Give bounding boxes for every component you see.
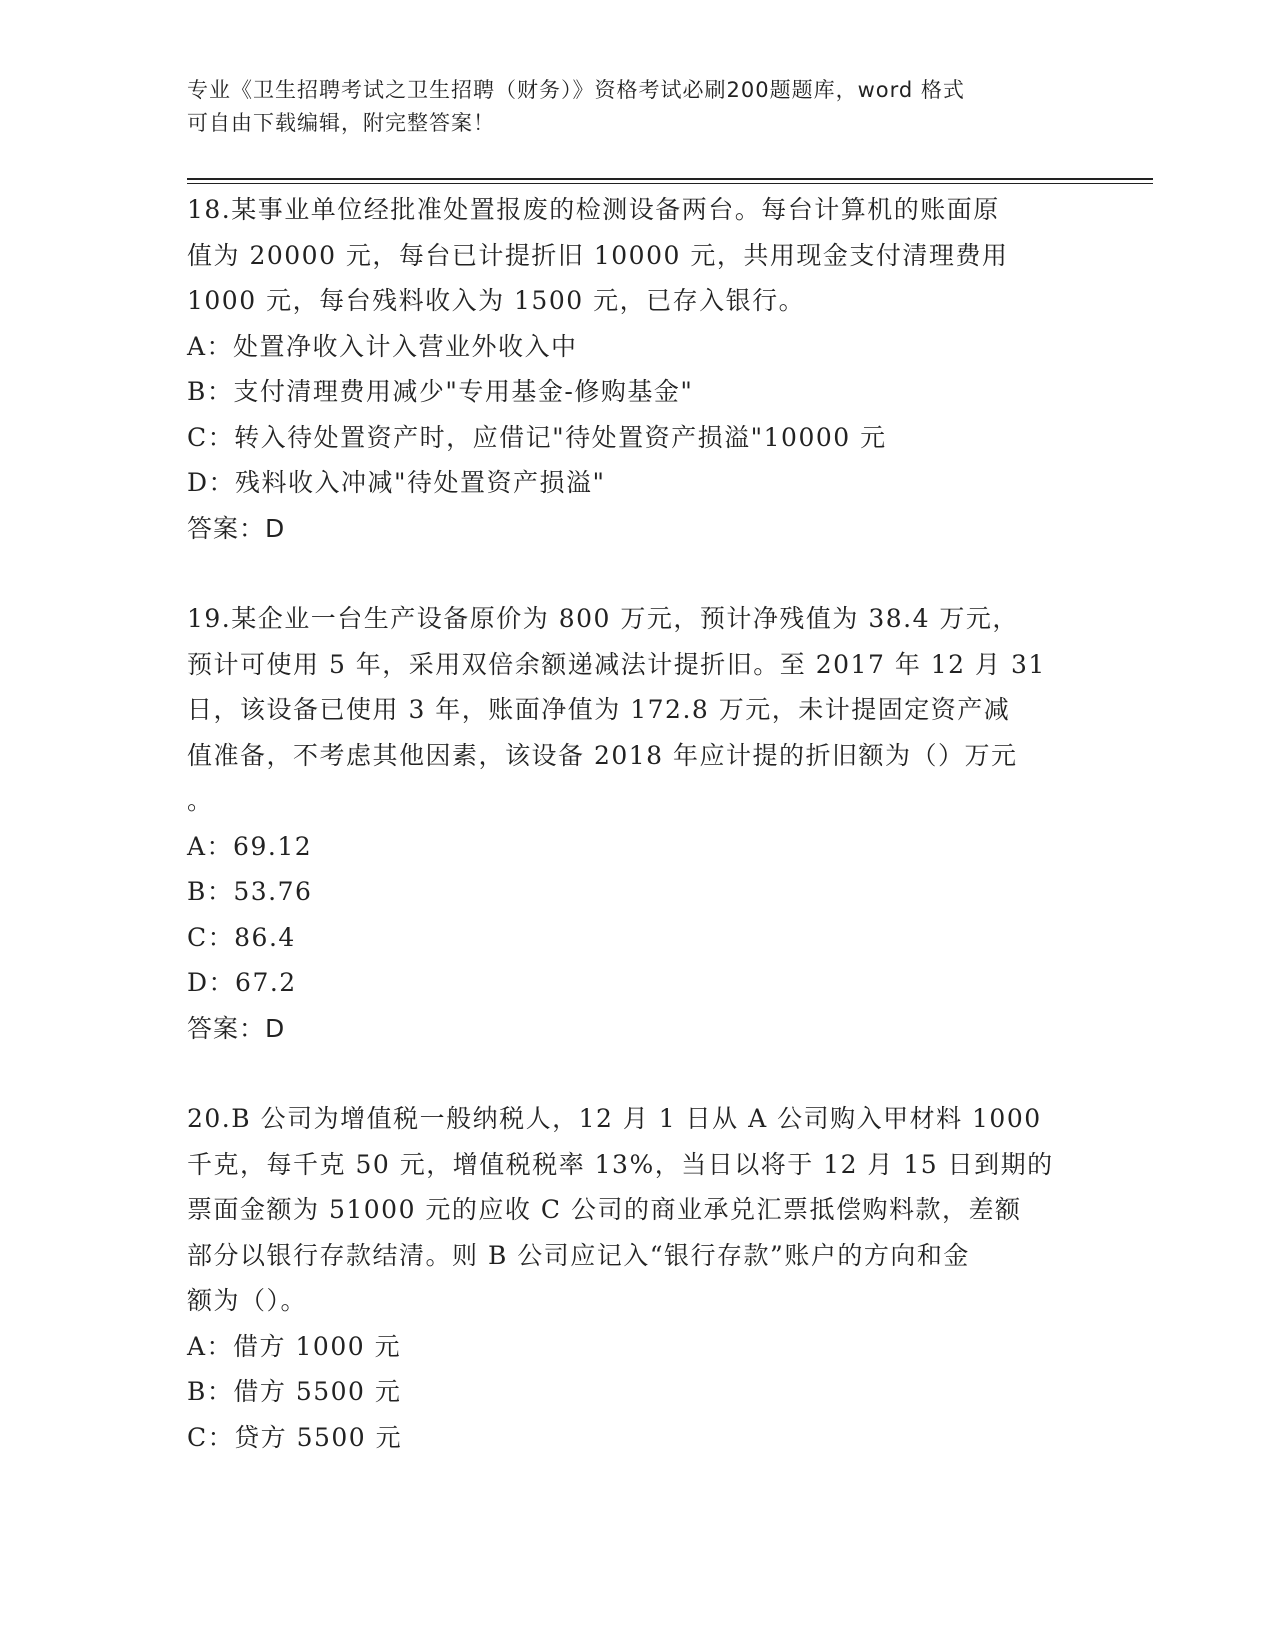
- option-d: D：67.2: [187, 968, 297, 997]
- question-stem-line: 20.B 公司为增值税一般纳税人，12 月 1 日从 A 公司购入甲材料 1000: [187, 1104, 1042, 1133]
- header-line-1: 专业《卫生招聘考试之卫生招聘（财务）》资格考试必刷200题题库，word 格式: [187, 78, 965, 102]
- header-rule-thin: [187, 183, 1153, 184]
- option-c: C：贷方 5500 元: [187, 1422, 403, 1452]
- answer-text: 答案：D: [187, 1013, 286, 1043]
- question-stem-line: 1000 元，每台残料收入为 1500 元，已存入银行。: [187, 286, 806, 315]
- option-b: B：借方 5500 元: [187, 1377, 402, 1406]
- question-stem-line: 部分以银行存款结清。则 B 公司应记入“银行存款”账户的方向和金: [187, 1240, 970, 1270]
- question-spacer: [187, 551, 1087, 596]
- question-stem-line: 值准备，不考虑其他因素，该设备 2018 年应计提的折旧额为（）万元: [187, 740, 1018, 770]
- question-stem-line: 19.某企业一台生产设备原价为 800 万元，预计净残值为 38.4 万元，: [187, 604, 1019, 633]
- option-b: B：支付清理费用减少"专用基金-修购基金": [187, 377, 694, 406]
- question-stem-line: 额为（）。: [187, 1286, 308, 1315]
- question-20: [187, 1096, 1087, 1460]
- question-18: [187, 187, 1087, 551]
- header-line-2: 可自由下载编辑，附完整答案！: [187, 111, 495, 135]
- question-stem-line: 票面金额为 51000 元的应收 C 公司的商业承兑汇票抵偿购料款，差额: [187, 1195, 1022, 1224]
- option-b: B：53.76: [187, 877, 313, 906]
- option-a: A：处置净收入计入营业外收入中: [187, 331, 578, 361]
- question-spacer: [187, 1051, 1087, 1096]
- answer-text: 答案：D: [187, 513, 286, 543]
- option-a: A：69.12: [187, 831, 313, 861]
- option-c: C：86.4: [187, 922, 296, 952]
- option-d: D：残料收入冲减"待处置资产损溢": [187, 468, 606, 497]
- document-header: [187, 74, 1067, 140]
- question-list: [187, 187, 1087, 1460]
- option-a: A：借方 1000 元: [187, 1331, 402, 1361]
- question-stem-line: 千克，每千克 50 元，增值税税率 13%，当日以将于 12 月 15 日到期的: [187, 1149, 1054, 1179]
- question-stem-line: 预计可使用 5 年，采用双倍余额递减法计提折旧。至 2017 年 12 月 31: [187, 649, 1046, 679]
- question-19: [187, 596, 1087, 1051]
- question-stem-line: 18.某事业单位经批准处置报废的检测设备两台。每台计算机的账面原: [187, 195, 1000, 224]
- option-c: C：转入待处置资产时，应借记"待处置资产损溢"10000 元: [187, 422, 887, 452]
- header-rule-thick: [187, 178, 1153, 180]
- question-stem-line: 日，该设备已使用 3 年，账面净值为 172.8 万元，未计提固定资产减: [187, 695, 1011, 724]
- question-stem-line: 。: [187, 786, 214, 815]
- question-stem-line: 值为 20000 元，每台已计提折旧 10000 元，共用现金支付清理费用: [187, 240, 1009, 270]
